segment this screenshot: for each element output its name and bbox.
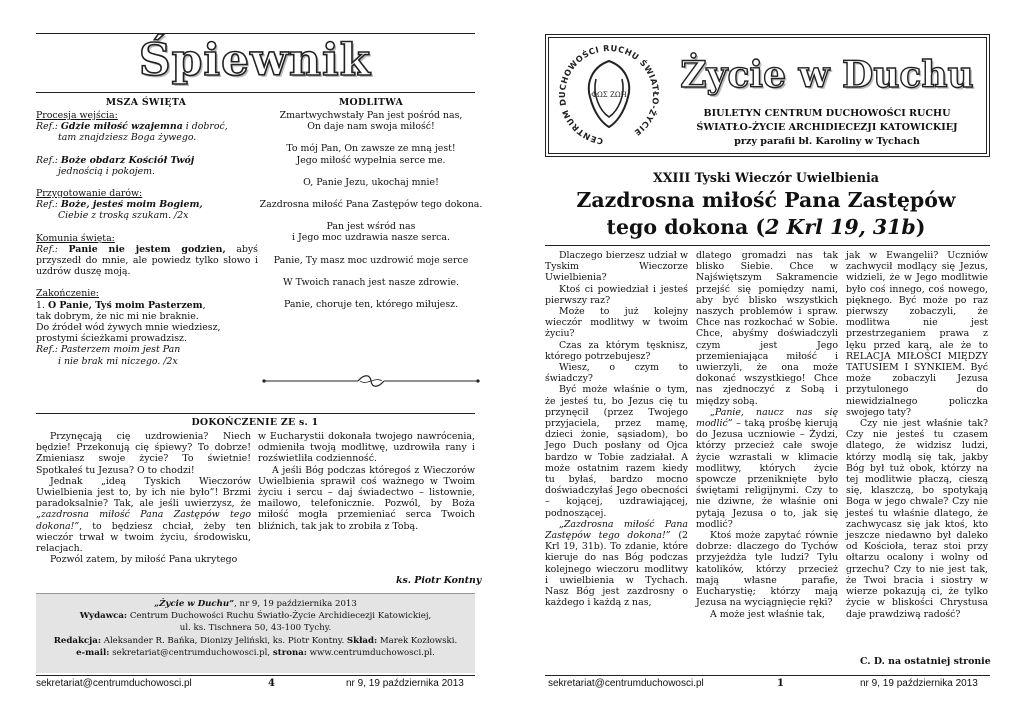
zakonczenie-refrain: Ref.: Pasterzem moim jest Pan: [36, 344, 181, 356]
modlitwa-line: i Jego moc uzdrawia nasze serca.: [292, 232, 450, 244]
second-refrain-cont: jednością i pokojem.: [58, 165, 156, 177]
bulletin-line3: przy parafii bł. Karoliny w Tychach: [734, 136, 920, 147]
footer-line1: „Życie w Duchu”, nr 9, 19 października 2013: [154, 599, 357, 609]
article-col2: [696, 250, 838, 620]
modlitwa-line: Zmartwychwstały Pan jest pośród nas,: [279, 110, 463, 121]
article-para: Być może właśnie o tym, że jesteś tu, bo Jezus cię tu przynęcił (przez Twojego przyjaciela, przez mamę, dzieci żonie, sąsiadom), bo Jego Duch posłany od Ojca bardzo w Tobie zadziałał. A może ostatnim razem kiedy tu byłaś, bardzo mocno doświadczyłaś Jego obecności – kojącej, uzdrawiającej, podnoszącej.: [545, 384, 688, 519]
dokonczenie-col1: [36, 431, 251, 565]
footer-line5: e-mail: sekretariat@centrumduchowosci.pl, strona: www.centrumduchowosci.pl.: [76, 647, 435, 658]
footer-email-right: sekretariat@centrumduchowosci.pl: [548, 678, 704, 689]
article-para: Czy nie jest właśnie tak? Czy nie jesteś tu czasem dlatego, że widzisz ludzi, którzy modlą się tak, jakby Bóg był tuż obok, którzy na tej modlitwie płaczą, cieszą się, klaszczą, bo spotykają Boga w jego chwale? Czy nie jesteś tu właśnie dlatego, że zachwycasz się jak ktoś, kto jeszcze niedawno był daleko od Kościoła, teraz stoi przy ołtarzu ocalony i wolny od grzechu? Czy to nie jest tak, że Twoi bracia i siostry w wierze pokazują ci, że tylko życie w bliskości Chrystusa daje prawdziwą radość?: [846, 418, 988, 620]
komunia-label: Komunia święta:: [36, 232, 115, 244]
procesja-label: Procesja wejścia:: [36, 110, 118, 121]
procesja-refrain-cont: tam znajdziesz Boga żywego.: [58, 132, 197, 144]
footer-line4: Redakcja: Aleksander R. Bańka, Dionizy Jeliński, ks. Piotr Kontny. Skład: Marek Kozłowski.: [53, 635, 458, 646]
bulletin-line1: BIULETYN CENTRUM DUCHOWOŚCI RUCHU: [703, 108, 951, 119]
modlitwa-line: W Twoich ranach jest nasze zdrowie.: [283, 276, 459, 288]
dokonczenie-para3: Pozwól zatem, by miłość Pana ukrytego: [50, 554, 238, 566]
zakonczenie-line3: Do źródeł wód żywych mnie wiedziesz,: [36, 322, 221, 334]
dokonczenie-para4: w Eucharystii dokonała twojego nawrócenia, odmieniła twoją modlitwę, uzdrowiła rany i rozświetliła codzienność.: [258, 431, 475, 465]
footer-email-left: sekretariat@centrumduchowosci.pl: [36, 678, 192, 689]
msza-column: [36, 110, 258, 367]
bottom-rule-right: [545, 675, 990, 676]
article-title-line1: Zazdrosna miłość Pana Zastępów: [576, 188, 956, 212]
section-rule-left: [36, 413, 475, 414]
modlitwa-line: Jego miłość wypełnia serce me.: [296, 154, 446, 166]
zakonczenie-line2: tak dobrym, że nic mi nie braknie.: [36, 310, 199, 322]
zakonczenie-line4: prostymi ścieżkami prowadzisz.: [36, 333, 187, 345]
page-number-right: 1: [777, 678, 784, 689]
modlitwa-line: On daje nam swoja miłość!: [307, 121, 435, 133]
dary-label: Przygotowanie darów:: [36, 188, 143, 200]
article-para: Ktoś ci powiedział i jesteś pierwszy raz?: [545, 283, 688, 306]
top-rule-left: [36, 33, 475, 34]
zycie-masthead: Życie w Duchu: [680, 54, 974, 96]
dokonczenie-para1: Przynęcają cię uzdrowienia? Niech będzie! Przekonują cię śpiewy? To dobrze! Zmieniasz swoje życie? To świetnie! Spotkałeś tu Jezusa? O to chodzi!: [36, 431, 251, 476]
article-title: [548, 187, 984, 241]
page-number-left: 4: [268, 678, 275, 689]
modlitwa-line: Pan jest wśród nas: [326, 221, 416, 233]
modlitwa-line: Panie, choruje ten, którego miłujesz.: [283, 299, 459, 311]
komunia-refrain: Ref.: Panie nie jestem godzien, abyś przyszedł do mnie, ale powiedz tylko słowo i uzdrów duszę moją.: [36, 243, 258, 278]
article-para: „Zazdrosna miłość Pana Zastępów tego dokona!” (2 Krl 19, 31b). To zdanie, które kieruje do nas Bóg podczas kolejnego wieczoru modlitwy i uwielbienia w Tychach. Nasz Bóg jest zazdrosny o każdego i każdą z nas,: [545, 518, 688, 609]
article-para: „Panie, naucz nas się modlić” – taką prośbę kierują do Jezusa uczniowie – Żydzi, którzy przecież całe swoje życie wzrastali w klimacie modlitwy, których życie spowcze przeniknięte było świętami religijnymi. Czy to nie dziwne, że właśnie oni pytają Jezusa o to, jak się modlić?: [696, 406, 838, 530]
dary-refrain-cont: Ciebie z troską szukam. /2x: [58, 210, 189, 222]
article-title-line2: tego dokona (2 Krl 19, 31b): [606, 215, 926, 239]
article-para: Czas za którym tęsknisz, którego potrzebujesz?: [545, 339, 688, 362]
dokonczenie-col2: [258, 431, 475, 532]
bulletin-line2: ŚWIATŁO-ŻYCIE ARCHIDIECEZJI KATOWICKIEJ: [696, 122, 958, 133]
modlitwa-line: Panie, Ty masz moc uzdrowić moje serce: [273, 254, 469, 266]
event-subtitle: XXIII Tyski Wieczór Uwielbienia: [653, 170, 879, 185]
modlitwa-line: To mój Pan, On zawsze ze mną jest!: [286, 143, 456, 155]
article-para: Dlaczego bierzesz udział w Tyskim Wieczorze Uwielbienia?: [545, 250, 688, 284]
article-para: dlatego gromadzi nas tak blisko Siebie. Chce w Najświętszym Sakramencie przejść się pomiędzy nami, aby być blisko wszystkich naszych problemów i spraw. Chce nas rozkochać w Sobie. Chce, abyśmy doświadczyli czym jest Jego przemieniająca miłość i uwierzyli, że ona może dokonać wszystkiego! Chce nas zjednoczyć z Sobą i między sobą.: [696, 250, 838, 407]
modlitwa-column: [258, 110, 484, 310]
modlitwa-line: O, Panie Jezu, ukochaj mnie!: [303, 176, 439, 188]
spiewnik-masthead: Śpiewnik: [138, 35, 372, 86]
title-rule: [545, 245, 990, 246]
editorial-footer: [36, 593, 475, 673]
article-para: A może jest właśnie tak,: [710, 608, 825, 620]
dokonczenie-para2: Jednak „ideą Tyskich Wieczorów Uwielbienia jest to, by ich nie było”! Brzmi paradoksalnie? Tak, ale jeśli uwierzysz, że „zazdrosna miłość Pana Zastępów tego dokona!”, to będziesz chciał, żeby ten wieczór trwał w twoim życiu, środowisku, relacjach.: [36, 475, 251, 555]
dary-refrain: Ref.: Boże, jesteś moim Bogiem,: [36, 199, 203, 211]
masthead-rule-left: [36, 92, 475, 93]
procesja-refrain: Ref.: Gdzie miłość wzajemna i dobroć,: [36, 121, 228, 133]
zakonczenie-refrain-cont: i nie brak mi niczego. /2x: [58, 355, 178, 367]
footer-issue-right: nr 9, 19 października 2013: [860, 678, 978, 689]
zakonczenie-line1: 1. O Panie, Tyś moim Pasterzem,: [36, 299, 206, 311]
zakonczenie-label: Zakończenie:: [36, 288, 99, 300]
modlitwa-line: Zazdrosna miłość Pana Zastępów tego dokona.: [259, 199, 483, 211]
article-para: Może to już kolejny wieczór modlitwy w twoim życiu?: [545, 306, 688, 340]
dokonczenie-para5: A jeśli Bóg podczas któregoś z Wieczorów Uwielbienia sprawił coś ważnego w Twoim życiu i sercu – daj świadectwo – listownie, mailowo, telefonicznie. Pozwól, by Boża miłość mogła przemieniać serca Twoich bliźnich, tak jak to zrobiła z Tobą.: [258, 464, 475, 532]
article-col3: [846, 250, 988, 620]
article-para: Ktoś może zapytać równie dobrze: dlaczego do Tychów przyjeżdża tyle ludzi? Tylu katolików, którzy przecież mają własne parafie, Eucharystię; którzy mają Jezusa na wyciągnięcie ręki?: [696, 530, 838, 609]
continued-note: C. D. na ostatniej stronie: [860, 656, 991, 667]
logo-mark: ΦΩΣ ΖΩΗ: [591, 91, 627, 99]
centrum-logo: [552, 39, 667, 151]
article-col1: [545, 250, 688, 609]
msza-heading: MSZA ŚWIĘTA: [105, 97, 187, 108]
footer-line3: ul. ks. Tischnera 50, 43-100 Tychy.: [179, 623, 332, 634]
footer-issue-left: nr 9, 19 października 2013: [346, 678, 464, 689]
article-para: Wiesz, o czym to świadczy?: [545, 362, 688, 385]
second-refrain: Ref.: Boże obdarz Kościół Twój: [36, 154, 195, 166]
modlitwa-heading: MODLITWA: [338, 97, 404, 108]
bottom-rule-left: [36, 675, 475, 676]
article-para: jak w Ewangelii? Uczniów zachwycił modlący się Jezus, widzieli, że w Jego modlitwie było coś innego, coś nowego, pięknego. Być może po raz pierwszy zobaczyli, że modlitwa nie jest przestrzeganiem prawa z lęku przed karą, ale że to RELACJA MIŁOŚCI MIĘDZY TATUSIEM I SYNKIEM. Być może zobaczyli Jezusa przytulonego do niewidzialnego policzka swojego taty?: [846, 250, 988, 418]
footer-line2: Wydawca: Centrum Duchowości Ruchu Światło-Życie Archidiecezji Katowickiej,: [79, 611, 432, 622]
ornament-divider: [262, 374, 480, 388]
logo-ring-text: CENTRUM DUCHOWOŚCI RUCHU ŚWIATŁO-ŻYCIE: [557, 42, 662, 147]
signature-kontny: ks. Piotr Kontny: [396, 575, 482, 586]
dokonczenie-heading: DOKOŃCZENIE ZE s. 1: [191, 417, 319, 428]
